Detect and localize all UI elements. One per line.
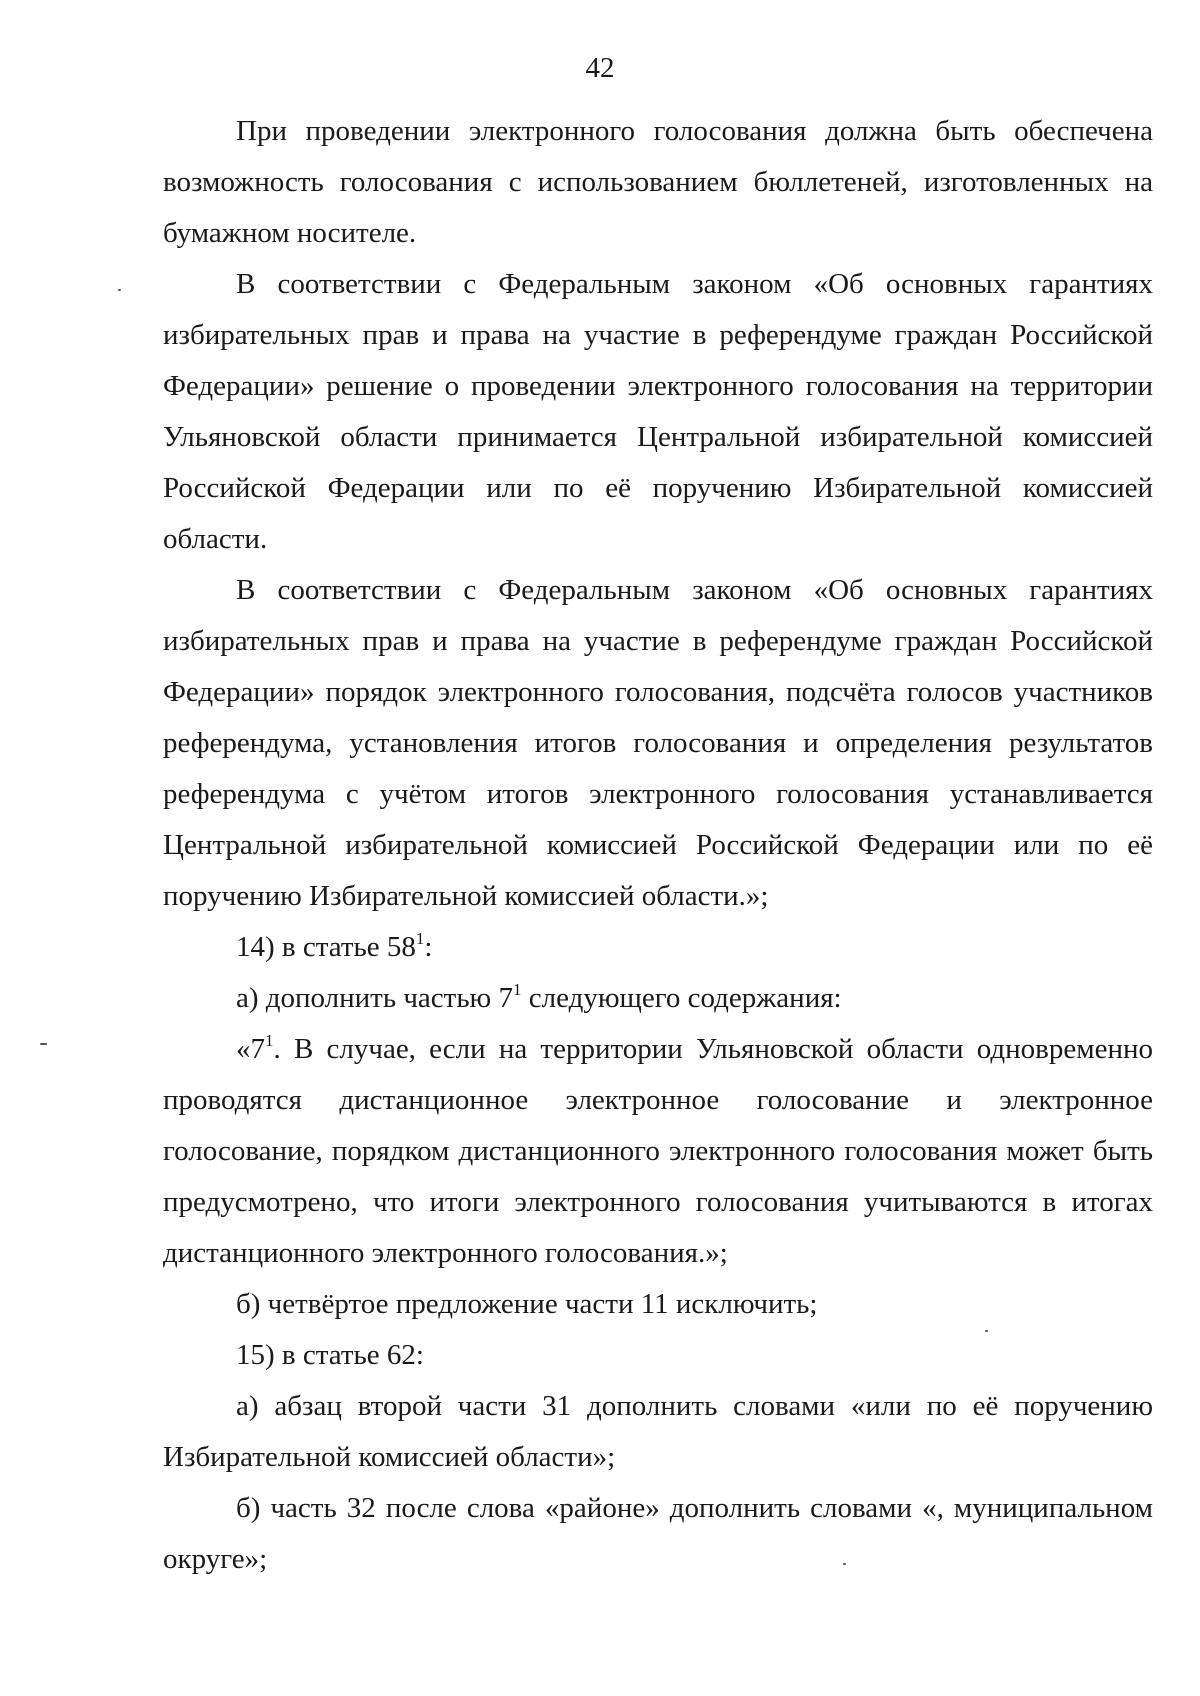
item-14-superscript: 1 — [415, 929, 425, 948]
paragraph-item-15: 15) в статье 62: — [236, 1339, 424, 1371]
paragraph-item-14b: б) четвёртое предложение части 11 исключить; — [236, 1288, 818, 1320]
scan-speck — [985, 1330, 988, 1332]
part-7-1-superscript: 1 — [265, 1031, 274, 1050]
part-7-1-open: «7 — [236, 1033, 265, 1065]
scan-speck — [843, 1563, 846, 1565]
item-14a-text: а) дополнить частью 7 — [236, 982, 513, 1014]
scan-speck — [40, 1043, 47, 1045]
document-body — [163, 106, 1153, 1585]
paragraph-item-14 — [163, 922, 1153, 973]
page-number: 42 — [585, 52, 615, 84]
paragraph-electronic-voting-paper-ballots: При проведении электронного голосования должна быть обеспечена возможность голосования с использованием бюллетеней, изготовленных на бумажном носителе. — [163, 115, 1153, 249]
item-14a-superscript: 1 — [512, 980, 522, 999]
item-14-text: 14) в статье 58 — [236, 931, 416, 963]
part-7-1-body: . В случае, если на территории Ульяновской области одновременно проводятся дистанционное электронное голосование и электронное голосование, порядком дистанционного электронного голосования может быть предусмотрено, что итоги электронного голосования учитываются в итогах дистанционного электронного голосования.»; — [163, 1033, 1153, 1269]
paragraph-part-7-1-text — [163, 1024, 1153, 1279]
paragraph-item-15b: б) часть 32 после слова «районе» дополнить словами «, муниципальном округе»; — [163, 1492, 1153, 1575]
paragraph-item-15a: а) абзац второй части 31 дополнить словами «или по её поручению Избирательной комиссией области»; — [163, 1390, 1153, 1473]
item-14-suffix: : — [424, 931, 433, 963]
paragraph-procedure-electronic-voting: В соответствии с Федеральным законом «Об основных гарантиях избирательных прав и права на участие в референдуме граждан Российской Федерации» порядок электронного голосования, подсчёта голосов участников референдума, установления итогов голосования и определения результатов референдума с учётом итогов электронного голосования устанавливается Центральной избирательной комиссией Российской Федерации или по её поручению Избирательной комиссией области.»; — [163, 574, 1153, 912]
paragraph-item-14a — [163, 973, 1153, 1024]
scan-speck — [118, 289, 121, 291]
item-14a-suffix: следующего содержания: — [521, 982, 842, 1014]
paragraph-decision-on-electronic-voting: В соответствии с Федеральным законом «Об основных гарантиях избирательных прав и права на участие в референдуме граждан Российской Федерации» решение о проведении электронного голосования на территории Ульяновской области принимается Центральной избирательной комиссией Российской Федерации или по её поручению Избирательной комиссией области. — [163, 268, 1153, 555]
